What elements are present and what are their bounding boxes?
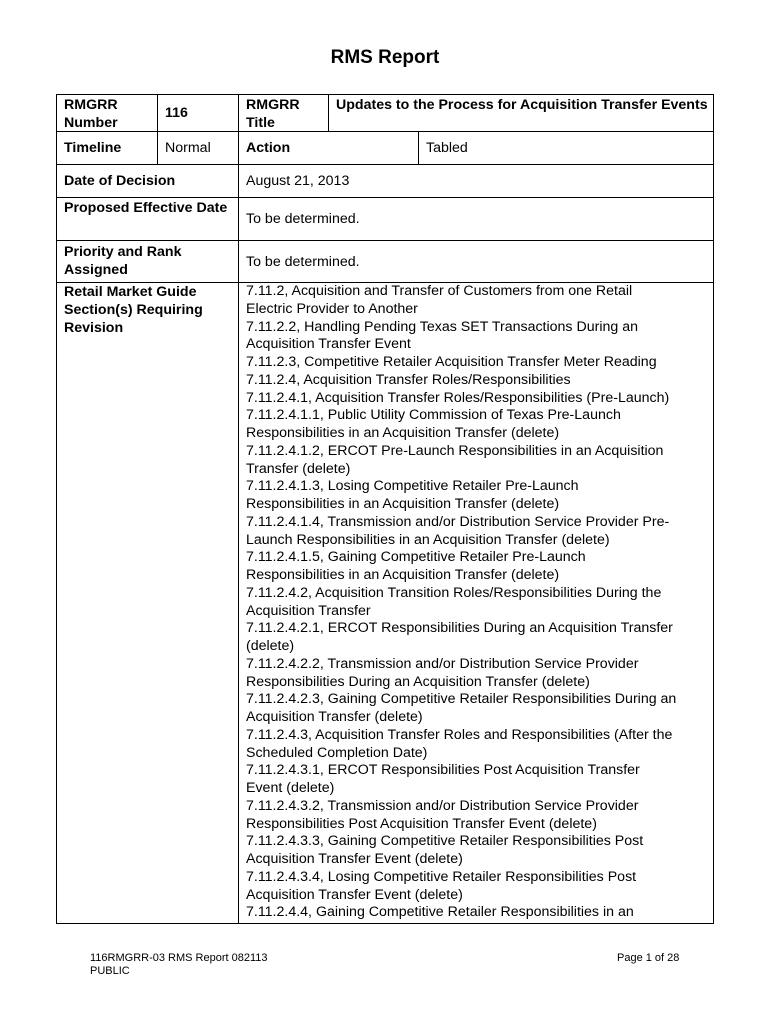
section-line: 7.11.2.4.1.2, ERCOT Pre-Launch Responsibilities in an Acquisition: [246, 442, 664, 459]
section-line: 7.11.2.4.1.3, Losing Competitive Retailer Pre-Launch: [246, 478, 579, 495]
section-line: 7.11.2.4.1, Acquisition Transfer Roles/Responsibilities (Pre-Launch): [246, 389, 670, 406]
section-line: Responsibilities in an Acquisition Transfer (delete): [246, 425, 560, 441]
section-line: 7.11.2.4.1.4, Transmission and/or Distribution Service Provider Pre-: [246, 513, 670, 530]
sections-label: Retail Market Guide Section(s) Requiring Revision: [64, 284, 203, 336]
section-line: 7.11.2.4.2.3, Gaining Competitive Retailer Responsibilities During an: [246, 691, 677, 708]
rmgrr-number-label: RMGRR Number: [64, 97, 118, 131]
section-line: 7.11.2.4.3.3, Gaining Competitive Retailer Responsibilities Post: [246, 833, 644, 850]
decision-date-label: Date of Decision: [64, 173, 176, 189]
footer-left: [90, 952, 268, 978]
section-line: Acquisition Transfer Event (delete): [246, 886, 463, 903]
footer-page-number: Page 1 of 28: [617, 952, 680, 964]
section-line: Event (delete): [246, 780, 335, 796]
section-line: 7.11.2.4.2.2, Transmission and/or Distribution Service Provider: [246, 655, 639, 672]
section-line: Electric Provider to Another: [246, 300, 418, 317]
effective-date-value: To be determined.: [246, 211, 360, 227]
timeline-label: Timeline: [64, 140, 122, 156]
section-line: Acquisition Transfer Event (delete): [246, 851, 463, 867]
section-line: 7.11.2.4, Acquisition Transfer Roles/Responsibilities: [246, 371, 571, 388]
decision-date-value: August 21, 2013: [246, 173, 350, 189]
section-line: Transfer (delete): [246, 460, 351, 477]
priority-label: Priority and Rank Assigned: [64, 244, 182, 278]
sections-list: [239, 283, 713, 923]
section-line: 7.11.2.4.1.1, Public Utility Commission of Texas Pre-Launch: [246, 407, 621, 424]
footer-doc-id: 116RMGRR-03 RMS Report 082113: [90, 952, 268, 964]
section-line: 7.11.2.4.3.1, ERCOT Responsibilities Post Acquisition Transfer: [246, 762, 640, 779]
priority-value: To be determined.: [246, 253, 360, 270]
rmgrr-title-label: RMGRR Title: [246, 97, 300, 131]
section-line: 7.11.2.4.2, Acquisition Transition Roles/Responsibilities During the: [246, 584, 662, 601]
footer-classification: PUBLIC: [90, 965, 130, 977]
action-label: Action: [246, 140, 291, 156]
timeline-value: Normal: [165, 140, 211, 156]
effective-date-label: Proposed Effective Date: [64, 200, 228, 216]
section-line: Scheduled Completion Date): [246, 744, 428, 761]
section-line: Acquisition Transfer (delete): [246, 709, 423, 725]
section-line: 7.11.2.4.3.2, Transmission and/or Distribution Service Provider: [246, 797, 639, 814]
section-line: 7.11.2, Acquisition and Transfer of Customers from one Retail: [246, 283, 633, 299]
section-line: Responsibilities in an Acquisition Transfer (delete): [246, 567, 560, 583]
action-value: Tabled: [426, 140, 468, 156]
section-line: 7.11.2.4.2.1, ERCOT Responsibilities During an Acquisition Transfer: [246, 620, 673, 637]
section-line: 7.11.2.4.4, Gaining Competitive Retailer Responsibilities in an: [246, 904, 634, 921]
section-line: 7.11.2.4.3, Acquisition Transfer Roles and Responsibilities (After the: [246, 726, 673, 743]
section-line: Acquisition Transfer: [246, 602, 371, 619]
page-title: RMS Report: [330, 47, 440, 68]
section-line: Launch Responsibilities in an Acquisition Transfer (delete): [246, 531, 610, 548]
report-table: [56, 94, 714, 924]
section-line: 7.11.2.2, Handling Pending Texas SET Transactions During an: [246, 318, 638, 335]
section-line: Responsibilities During an Acquisition Transfer (delete): [246, 673, 590, 690]
rmgrr-title-value: Updates to the Process for Acquisition Transfer Events: [336, 97, 708, 113]
section-line: Responsibilities Post Acquisition Transfer Event (delete): [246, 815, 597, 832]
section-line: 7.11.2.4.3.4, Losing Competitive Retailer Responsibilities Post: [246, 868, 637, 885]
section-line: 7.11.2.3, Competitive Retailer Acquisition Transfer Meter Reading: [246, 354, 657, 370]
section-line: Acquisition Transfer Event: [246, 336, 411, 353]
section-line: Responsibilities in an Acquisition Transfer (delete): [246, 496, 560, 512]
section-line: 7.11.2.4.1.5, Gaining Competitive Retailer Pre-Launch: [246, 549, 586, 566]
rmgrr-number-value: 116: [165, 105, 188, 121]
section-line: (delete): [246, 638, 295, 654]
